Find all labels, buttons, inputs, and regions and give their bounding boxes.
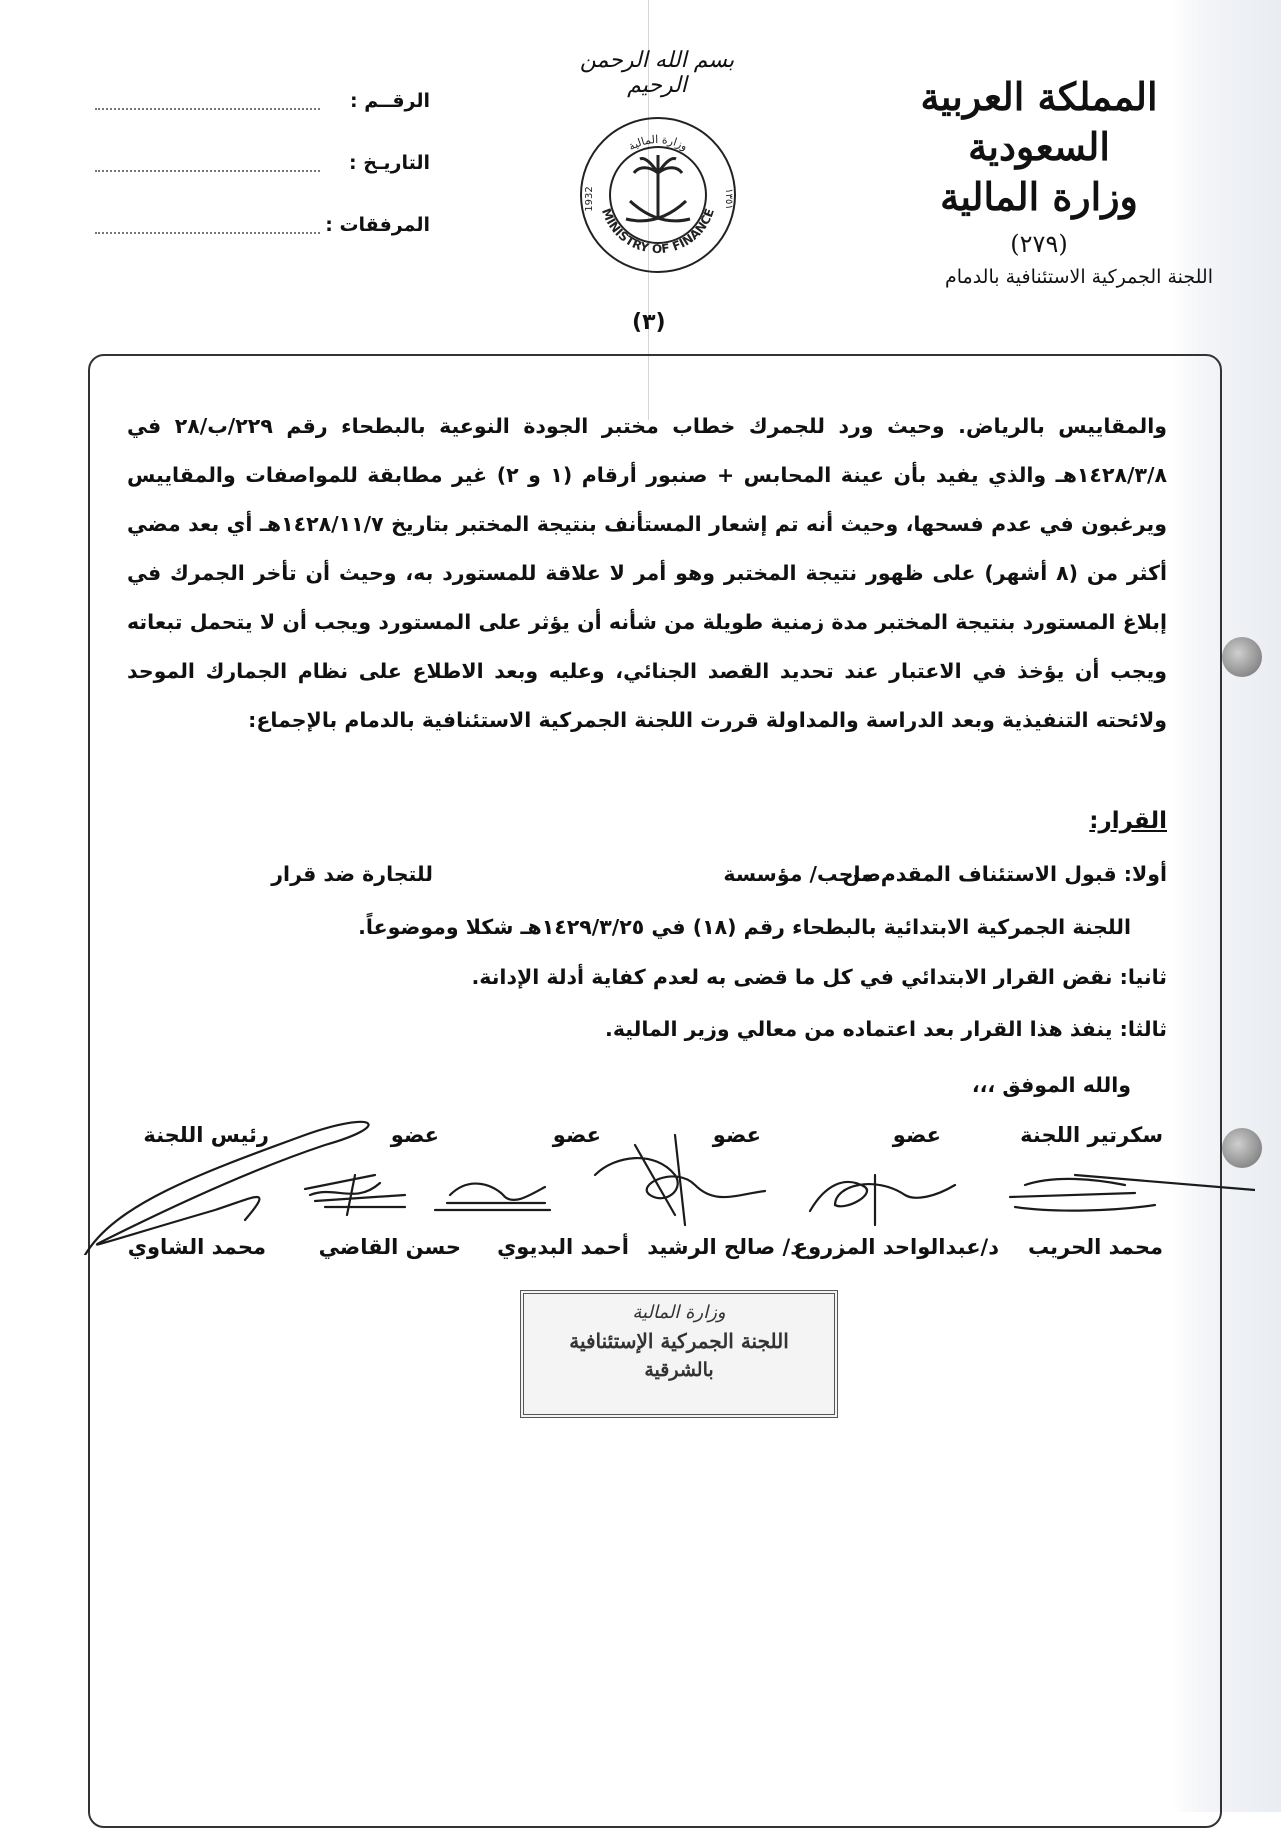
number-dots [95, 108, 320, 110]
decision-first-c: للتجارة ضد قرار [271, 862, 433, 886]
stamp-region: بالشرقية [644, 1359, 714, 1381]
decision-first-b: صاحب/ مؤسسة [723, 862, 881, 886]
doc-code: (٢٧٩) [1010, 230, 1068, 258]
date-dots [95, 170, 320, 172]
decision-first-a: أولا: قبول الاستئناف المقدم من [842, 862, 1167, 886]
number-label: الرقــم : [349, 90, 430, 112]
attachments-dots [95, 232, 320, 234]
svg-text:وزارة المالية [626, 133, 690, 153]
number-field [95, 90, 430, 120]
punch-hole-top [1222, 637, 1262, 677]
signatory-name: أحمد البديوي [497, 1235, 629, 1259]
signatory-name: حسن القاضي [318, 1235, 461, 1259]
ministry-name: وزارة المالية [940, 174, 1138, 219]
handwritten-signatures [75, 1115, 1255, 1255]
decision-first-d: اللجنة الجمركية الابتدائية بالبطحاء رقم (١٨) في ١٤٢٩/٣/٢٥هـ شكلا وموضوعاً. [358, 915, 1131, 939]
signatory-title: رئيس اللجنة [143, 1123, 269, 1147]
signatory-name: محمد الشاوي [127, 1235, 266, 1259]
seal-english-text: MINISTRY OF FINANCE [598, 206, 717, 257]
decision-heading: القرار: [1089, 808, 1167, 834]
committee-stamp [520, 1290, 838, 1418]
stamp-ministry: وزارة المالية [632, 1302, 726, 1323]
date-label: التاريـخ : [348, 152, 430, 174]
date-field [95, 152, 430, 182]
signatory-name: د/عبدالواحد المزروع [793, 1235, 999, 1259]
stamp-committee: اللجنة الجمركية الإستئنافية [569, 1329, 789, 1353]
basmala: بسم الله الرحمن الرحيم [579, 48, 735, 98]
attachments-label: المرفقات : [325, 214, 430, 236]
body-paragraph: والمقاييس بالرياض. وحيث ورد للجمرك خطاب مختبر الجودة النوعية بالبطحاء رقم ٢٢٩/ب/٢٨ في ١٤٢٨/٣/٨هـ والذي يفيد بأن عينة المحابس + صنبور أرقام (١ و ٢) غير مطابقة للمواصفات والمقاييس ويرغبون في عدم فسحها، وحيث أنه تم إشعار المستأنف بنتيجة المختبر بتاريخ ١٤٢٨/١١/٧هـ أي بعد مضي أكثر من (٨ أشهر) على ظهور نتيجة المختبر وهو أمر لا علاقة للمستورد به، وحيث أن تأخر الجمرك في إبلاغ المستورد بنتيجة المختبر مدة زمنية طويلة من شأنه أن يؤثر على المستورد ويجب أن لا يتحمل تبعاته ويجب أن يؤخذ في الاعتبار عند تحديد القصد الجنائي، وعليه وبعد الاطلاع على نظام الجمارك الموحد ولائحته التنفيذية وبعد الدراسة والمداولة قررت اللجنة الجمركية الاستئنافية بالدمام بالإجماع: [127, 414, 1167, 732]
closing-text: والله الموفق ،،، [971, 1073, 1131, 1097]
signatory-title: سكرتير اللجنة [1020, 1123, 1163, 1147]
seal-year: 1932 [584, 186, 595, 212]
signatory-title: عضو [892, 1123, 941, 1147]
ministry-seal-icon [578, 115, 738, 275]
page-number: (٣) [632, 310, 666, 335]
decision-second: ثانيا: نقض القرار الابتدائي في كل ما قضى به لعدم كفاية أدلة الإدانة. [471, 965, 1167, 989]
committee-name: اللجنة الجمركية الاستئنافية بالدمام [944, 266, 1213, 288]
attachments-field [95, 214, 430, 244]
signatory-name: د/ صالح الرشيد [647, 1235, 801, 1259]
signatory-name: محمد الحريب [1027, 1235, 1163, 1259]
signatory-title: عضو [552, 1123, 601, 1147]
kingdom-name: المملكة العربية السعودية [920, 74, 1158, 169]
seal-year-hijri: ١٣٥١ [723, 188, 734, 210]
seal-arabic-text: وزارة المالية [626, 132, 690, 154]
decision-third: ثالثا: ينفذ هذا القرار بعد اعتماده من معالي وزير المالية. [605, 1017, 1167, 1041]
letterhead [879, 72, 1199, 258]
signatory-title: عضو [390, 1123, 439, 1147]
signatory-title: عضو [712, 1123, 761, 1147]
